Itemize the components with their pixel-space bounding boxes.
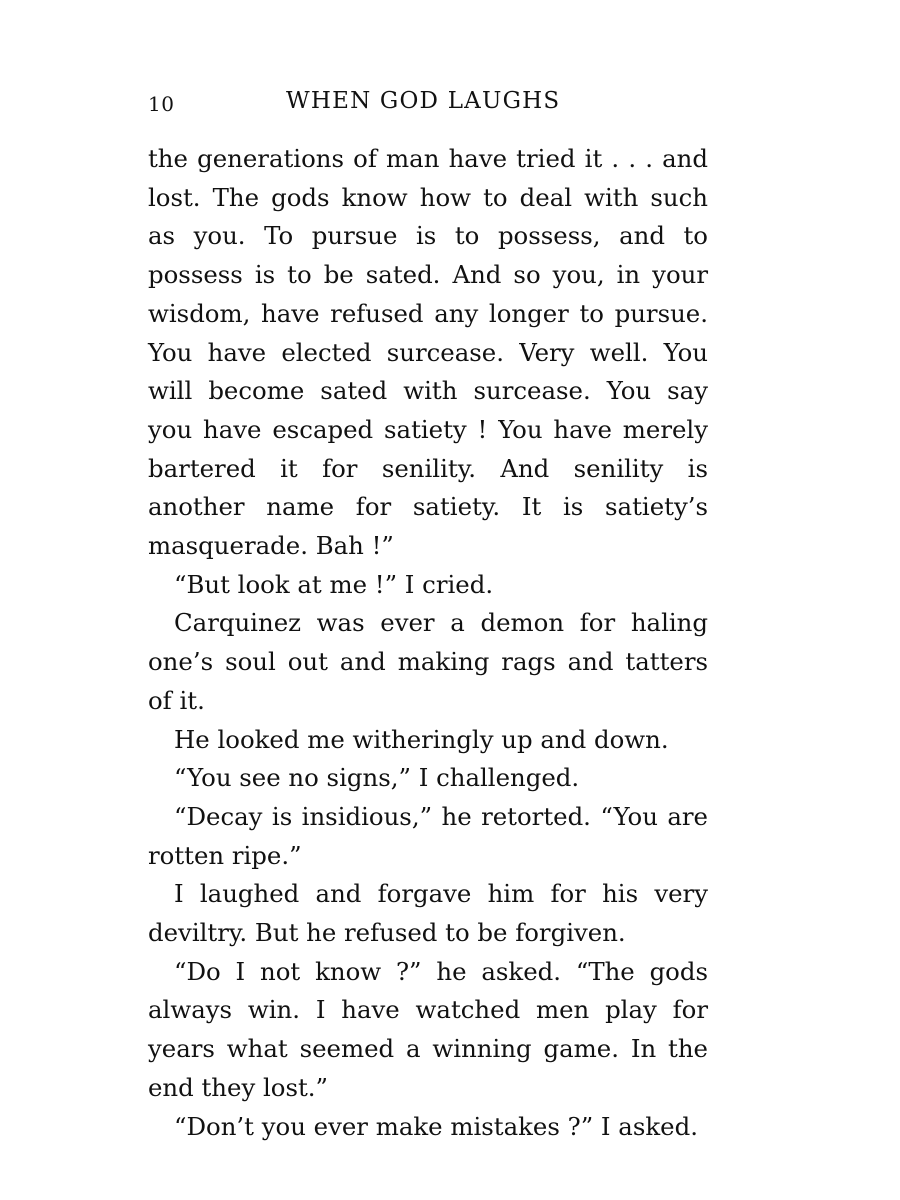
paragraph: “Do I not know ?” he asked. “The gods always win. I have watched men play for years what seemed a winning game. In the end they lost.” [148, 956, 708, 1102]
running-head [148, 88, 708, 122]
running-title: WHEN GOD LAUGHS [286, 88, 561, 114]
paragraph: “Decay is insidious,” he retorted. “You are rotten ripe.” [148, 801, 708, 870]
paragraph: “Don’t you ever make mistakes ?” I asked. [174, 1111, 698, 1141]
paragraph-continued: the generations of man have tried it . . . and lost. The gods know how to deal with such as you. To pursue is to possess, and to possess is to be sated. And so you, in your wisdom, have refused any longer to pursue. You have elected surcease. Very well. You will become sated with surcease. You say you have escaped satiety ! You have merely bartered it for senility. And senility is another name for satiety. It is satiety’s masquerade. Bah !” [148, 144, 708, 561]
paragraph: He looked me witheringly up and down. [174, 724, 669, 754]
page-number: 10 [148, 92, 175, 116]
paragraph: “You see no signs,” I challenged. [174, 763, 580, 793]
paragraph: “But look at me !” I cried. [174, 569, 494, 599]
paragraph: I laughed and forgave him for his very deviltry. But he refused to be forgiven. [148, 879, 708, 948]
body-text [148, 140, 708, 1146]
paragraph: Carquinez was ever a demon for haling one’s soul out and making rags and tatters of it. [148, 608, 708, 715]
